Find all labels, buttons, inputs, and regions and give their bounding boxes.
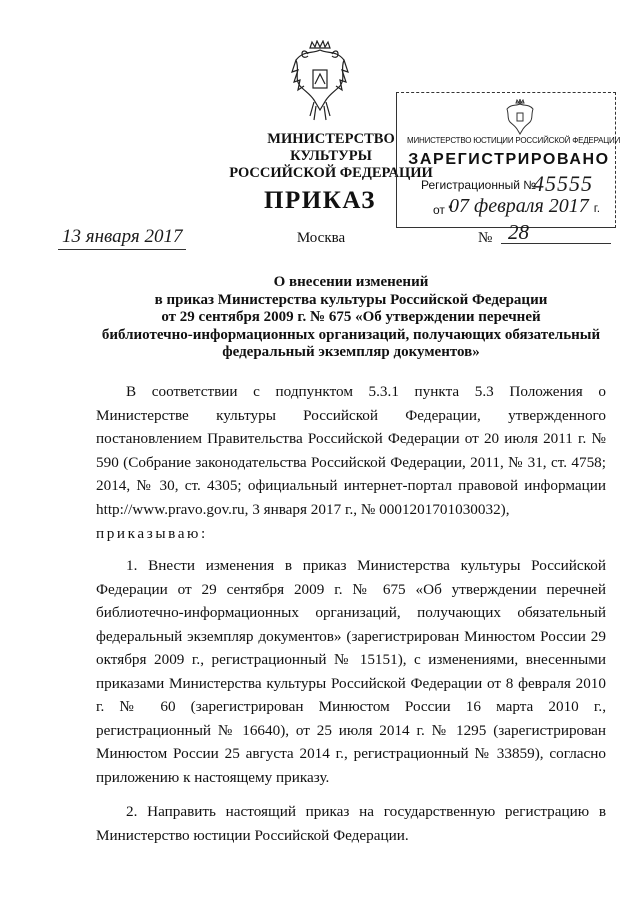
- coat-of-arms-icon: [290, 40, 350, 122]
- stamp-coat-of-arms-icon: [505, 99, 535, 135]
- stamp-date-handwritten: 07 февраля 2017: [449, 195, 589, 217]
- order-heading: [96, 274, 606, 362]
- city: Москва: [296, 230, 346, 246]
- order-number-label: №: [478, 230, 493, 246]
- ministry-line-1: МИНИСТЕРСТВО КУЛЬТУРЫ: [267, 131, 395, 164]
- heading-line-3: от 29 сентября 2009 г. № 675 «Об утверждении перечней: [161, 309, 541, 326]
- stamp-number-value: 45555: [533, 171, 593, 196]
- stamp-date-value: [449, 195, 600, 218]
- order-date-handwritten: 13 января 2017: [58, 226, 186, 250]
- registration-stamp: [396, 92, 621, 228]
- body-paragraph-2: 1. Внести изменения в приказ Министерства культуры Российской Федерации от 29 сентября 2009 г. № 675 «Об утверждении перечней библиотечно-информационных организаций, получающих обязательный федеральный экземпляр документов» (зарегистрирован Минюстом России 29 октября 2009 г., регистрационный № 15151), с изменениями, внесенными приказами Министерства культуры Российской Федерации от 8 февраля 2010 г. № 60 (зарегистрирован Минюстом России 16 марта 2010 г., регистрационный № 16640), от 25 июля 2014 г. № 1295 (зарегистрирован Минюстом России 25 августа 2014 г., регистрационный № 33859), согласно приложению к настоящему приказу.: [96, 557, 606, 786]
- stamp-registered: ЗАРЕГИСТРИРОВАНО: [408, 151, 610, 168]
- body-order-word: приказываю:: [96, 525, 208, 542]
- body-paragraph-3: 2. Направить настоящий приказ на государственную регистрацию в Министерство юстиции Российской Федерации.: [96, 803, 606, 844]
- stamp-date-suffix: г.: [593, 201, 601, 215]
- document-title: ПРИКАЗ: [264, 187, 376, 214]
- heading-line-2: в приказ Министерства культуры Российской Федерации: [154, 291, 548, 308]
- body-paragraph-1: В соответствии с подпунктом 5.3.1 пункта 5.3 Положения о Министерстве культуры Российской Федерации, утвержденного постановлением Правительства Российской Федерации от 20 июля 2011 г. № 590 (Собрание законодательства Российской Федерации, 2011, № 31, ст. 4758; 2014, № 30, ст. 4305; официальный интернет-портал правовой информации http://www.pravo.gov.ru, 3 января 2017 г., № 0001201701030032),: [96, 383, 606, 518]
- stamp-date-prefix: от ": [433, 203, 453, 217]
- heading-line-1: О внесении изменений: [273, 274, 429, 290]
- stamp-number-label: Регистрационный №: [421, 178, 537, 192]
- heading-line-4: библиотечно-информационных организаций, получающих обязательный: [101, 326, 601, 343]
- stamp-organization: МИНИСТЕРСТВО ЮСТИЦИИ РОССИЙСКОЙ ФЕДЕРАЦИИ: [407, 136, 621, 145]
- heading-line-5: федеральный экземпляр документов»: [222, 344, 480, 361]
- order-number-handwritten: 28: [508, 220, 529, 244]
- ministry-line-2: РОССИЙСКОЙ ФЕДЕРАЦИИ: [229, 165, 433, 181]
